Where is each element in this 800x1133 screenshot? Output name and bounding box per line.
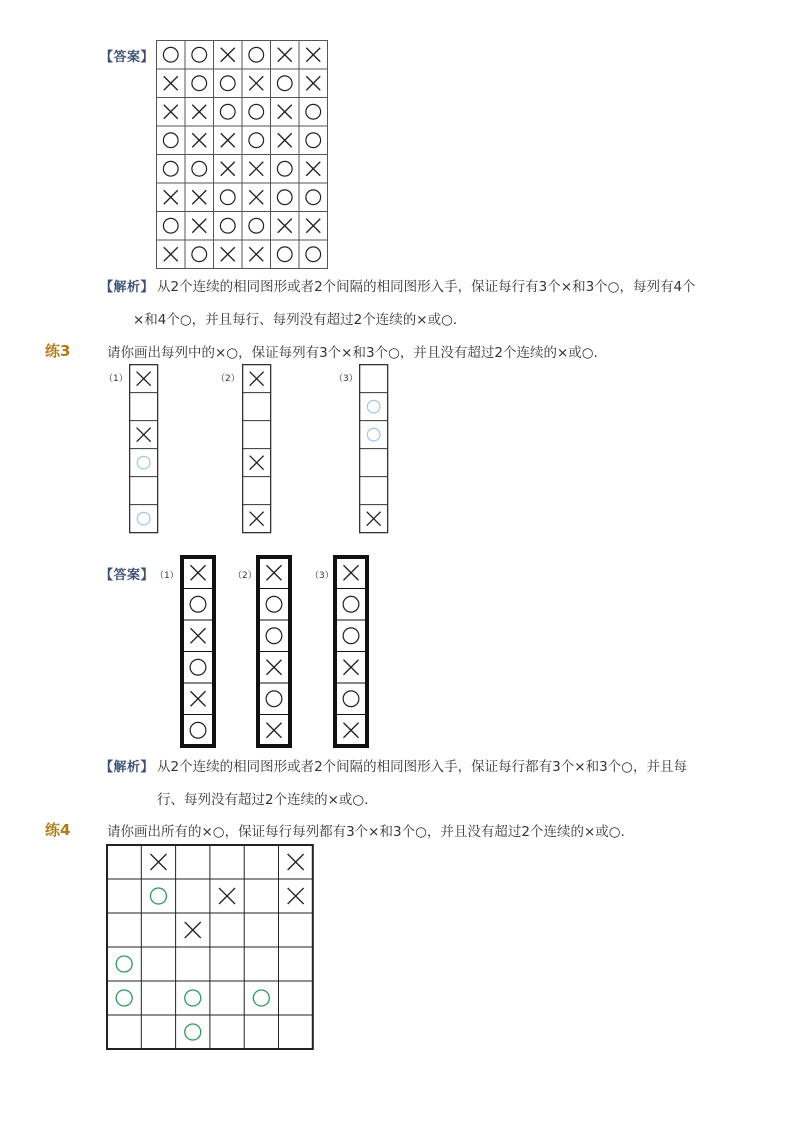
circle-mark [116,990,132,1006]
circle-mark [220,104,235,119]
circle-mark [266,596,282,612]
analysis-line-2: ×和4个○，并且每行、每列没有超过2个连续的×或○. [133,312,458,328]
cross-mark [267,660,282,675]
cross-mark [192,219,206,233]
cross-mark [278,219,292,233]
exercise-label: 练4 [45,821,71,839]
circle-mark [192,47,207,62]
circle-mark [277,190,292,205]
cross-mark [164,190,178,204]
cross-mark [221,133,235,147]
circle-mark [192,76,207,91]
answer-column-1 [180,555,219,747]
analysis-tag: 【解析】 [100,760,155,775]
cross-mark [221,247,235,261]
circle-mark [220,76,235,91]
cross-mark [306,162,320,176]
circle-mark [343,596,359,612]
analysis-line-1: 从2个连续的相同图形或者2个间隔的相同图形入手，保证每行都有3个×和3个○，并且每 [157,759,687,775]
circle-mark [277,76,292,91]
analysis-tag: 【解析】 [100,280,155,295]
circle-mark [249,133,264,148]
column-number: （2） [233,571,257,581]
circle-mark [343,628,359,644]
cross-mark [221,48,235,62]
cross-mark [278,48,292,62]
circle-mark [190,659,206,675]
cross-mark [249,76,263,90]
cross-mark [288,888,304,904]
exercise-label: 练3 [45,342,71,360]
cross-mark [278,105,292,119]
cross-mark [191,565,206,580]
exercise-column-3 [359,364,390,534]
analysis-line-2: 行、每列没有超过2个连续的×或○. [157,792,369,808]
cross-mark [219,888,235,904]
circle-mark [266,628,282,644]
answer-column-2 [256,555,295,747]
circle-mark [220,218,235,233]
circle-mark [185,990,201,1006]
cross-mark [150,854,166,870]
circle-mark [137,456,150,469]
cross-mark [192,133,206,147]
column-number: （2） [216,374,240,384]
cross-mark [192,190,206,204]
circle-mark [266,691,282,707]
cross-mark [221,162,235,176]
cross-mark [344,565,359,580]
cross-mark [249,162,263,176]
circle-mark [367,428,380,441]
exercise-prompt: 请你画出所有的×○，保证每行每列都有3个×和3个○，并且没有超过2个连续的×或○. [107,824,625,840]
cross-mark [185,922,201,938]
circle-mark [277,247,292,262]
answer-tag: 【答案】 [100,568,155,583]
column-number: （1） [104,374,128,384]
circle-mark [192,247,207,262]
cross-mark [191,691,206,706]
cross-mark [164,105,178,119]
circle-mark [190,722,206,738]
answer-column-3 [333,555,372,747]
cross-mark [164,247,178,261]
column-number: （3） [334,374,358,384]
cross-mark [267,565,282,580]
circle-mark [249,104,264,119]
exercise-grid-6x6 [106,844,314,1050]
cross-mark [278,133,292,147]
circle-mark [163,218,178,233]
circle-mark [306,247,321,262]
cross-mark [192,105,206,119]
cross-mark [137,428,151,442]
column-number: （3） [310,571,334,581]
circle-mark [367,400,380,413]
circle-mark [163,133,178,148]
cross-mark [306,48,320,62]
circle-mark [163,161,178,176]
cross-mark [249,190,263,204]
cross-mark [137,372,151,386]
cross-mark [191,628,206,643]
circle-mark [249,47,264,62]
circle-mark [277,161,292,176]
cross-mark [267,723,282,738]
cross-mark [344,723,359,738]
cross-mark [306,219,320,233]
cross-mark [250,372,264,386]
circle-mark [253,990,269,1006]
circle-mark [220,190,235,205]
cross-mark [367,512,381,526]
circle-mark [306,190,321,205]
circle-mark [150,888,166,904]
cross-mark [344,660,359,675]
cross-mark [249,247,263,261]
exercise-column-1 [129,364,160,534]
exercise-column-2 [242,364,273,534]
cross-mark [250,456,264,470]
cross-mark [306,76,320,90]
circle-mark [192,161,207,176]
circle-mark [163,47,178,62]
circle-mark [306,104,321,119]
analysis-line-1: 从2个连续的相同图形或者2个间隔的相同图形入手，保证每行有3个×和3个○，每列有4个 [157,279,696,295]
circle-mark [343,691,359,707]
cross-mark [250,512,264,526]
column-number: （1） [155,571,179,581]
circle-mark [249,218,264,233]
cross-mark [288,854,304,870]
exercise-prompt: 请你画出每列中的×○，保证每列有3个×和3个○，并且没有超过2个连续的×或○. [107,345,598,361]
answer-grid-8x6 [156,40,330,268]
circle-mark [185,1024,201,1040]
circle-mark [137,512,150,525]
cross-mark [164,76,178,90]
circle-mark [190,596,206,612]
circle-mark [116,956,132,972]
circle-mark [306,133,321,148]
answer-tag: 【答案】 [100,50,155,65]
